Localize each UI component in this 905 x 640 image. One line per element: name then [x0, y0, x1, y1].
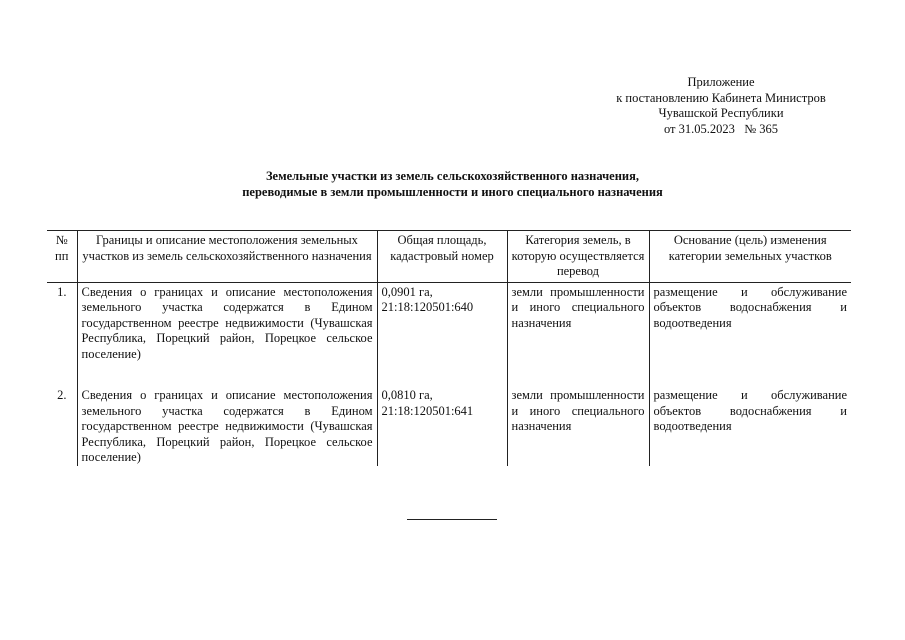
- appendix-date-line: от 31.05.2023 № 365: [663, 121, 779, 136]
- table-row: [47, 386, 851, 466]
- appendix-block: [596, 75, 846, 137]
- row-description: Сведения о границах и описание местоположения земельного участка содержатся в Едином государственном реестре недвижимости (Чувашская Республика, Порецкий район, Порецкое сельское поселение): [77, 386, 377, 466]
- row-area-cell: [377, 282, 507, 362]
- header-area: Общая площадь, кадастровый номер: [377, 231, 507, 283]
- appendix-line: к постановлению Кабинета Министров: [616, 90, 826, 105]
- row-number: 2.: [57, 388, 67, 402]
- row-number: 1.: [57, 284, 67, 299]
- row-area: 0,0901 га,: [381, 284, 433, 299]
- header-purpose: Основание (цель) изменения категории земельных участков: [649, 231, 851, 283]
- header-category: Категория земель, в которую осуществляется перевод: [507, 231, 649, 283]
- row-category: земли промышленности и иного специального назначения: [507, 282, 649, 362]
- closing-divider: [407, 519, 497, 520]
- row-description: Сведения о границах и описание местоположения земельного участка содержатся в Едином государственном реестре недвижимости (Чувашская Республика, Порецкий район, Порецкое сельское поселение): [77, 282, 377, 362]
- table-row: [47, 282, 851, 362]
- header-description: Границы и описание местоположения земельных участков из земель сельскохозяйственного назначения: [77, 231, 377, 283]
- row-spacer: [47, 362, 851, 386]
- row-purpose: размещение и обслуживание объектов водоснабжения и водоотведения: [649, 282, 851, 362]
- row-cadastral-number: 21:18:120501:641: [381, 403, 474, 418]
- title-line: Земельные участки из земель сельскохозяйственного назначения,: [265, 169, 640, 183]
- table-header-row: [47, 231, 851, 283]
- land-plots-table: [47, 230, 851, 466]
- document-title: [0, 169, 905, 200]
- row-area-cell: [377, 386, 507, 466]
- row-area: 0,0810 га,: [381, 388, 433, 402]
- row-category: земли промышленности и иного специального назначения: [507, 386, 649, 466]
- appendix-line: Чувашской Республики: [658, 106, 784, 120]
- title-line: переводимые в земли промышленности и иного специального назначения: [242, 184, 663, 199]
- row-purpose: размещение и обслуживание объектов водоснабжения и водоотведения: [649, 386, 851, 466]
- header-number: № пп: [55, 233, 69, 263]
- appendix-line: Приложение: [687, 75, 755, 89]
- row-cadastral-number: 21:18:120501:640: [381, 300, 474, 314]
